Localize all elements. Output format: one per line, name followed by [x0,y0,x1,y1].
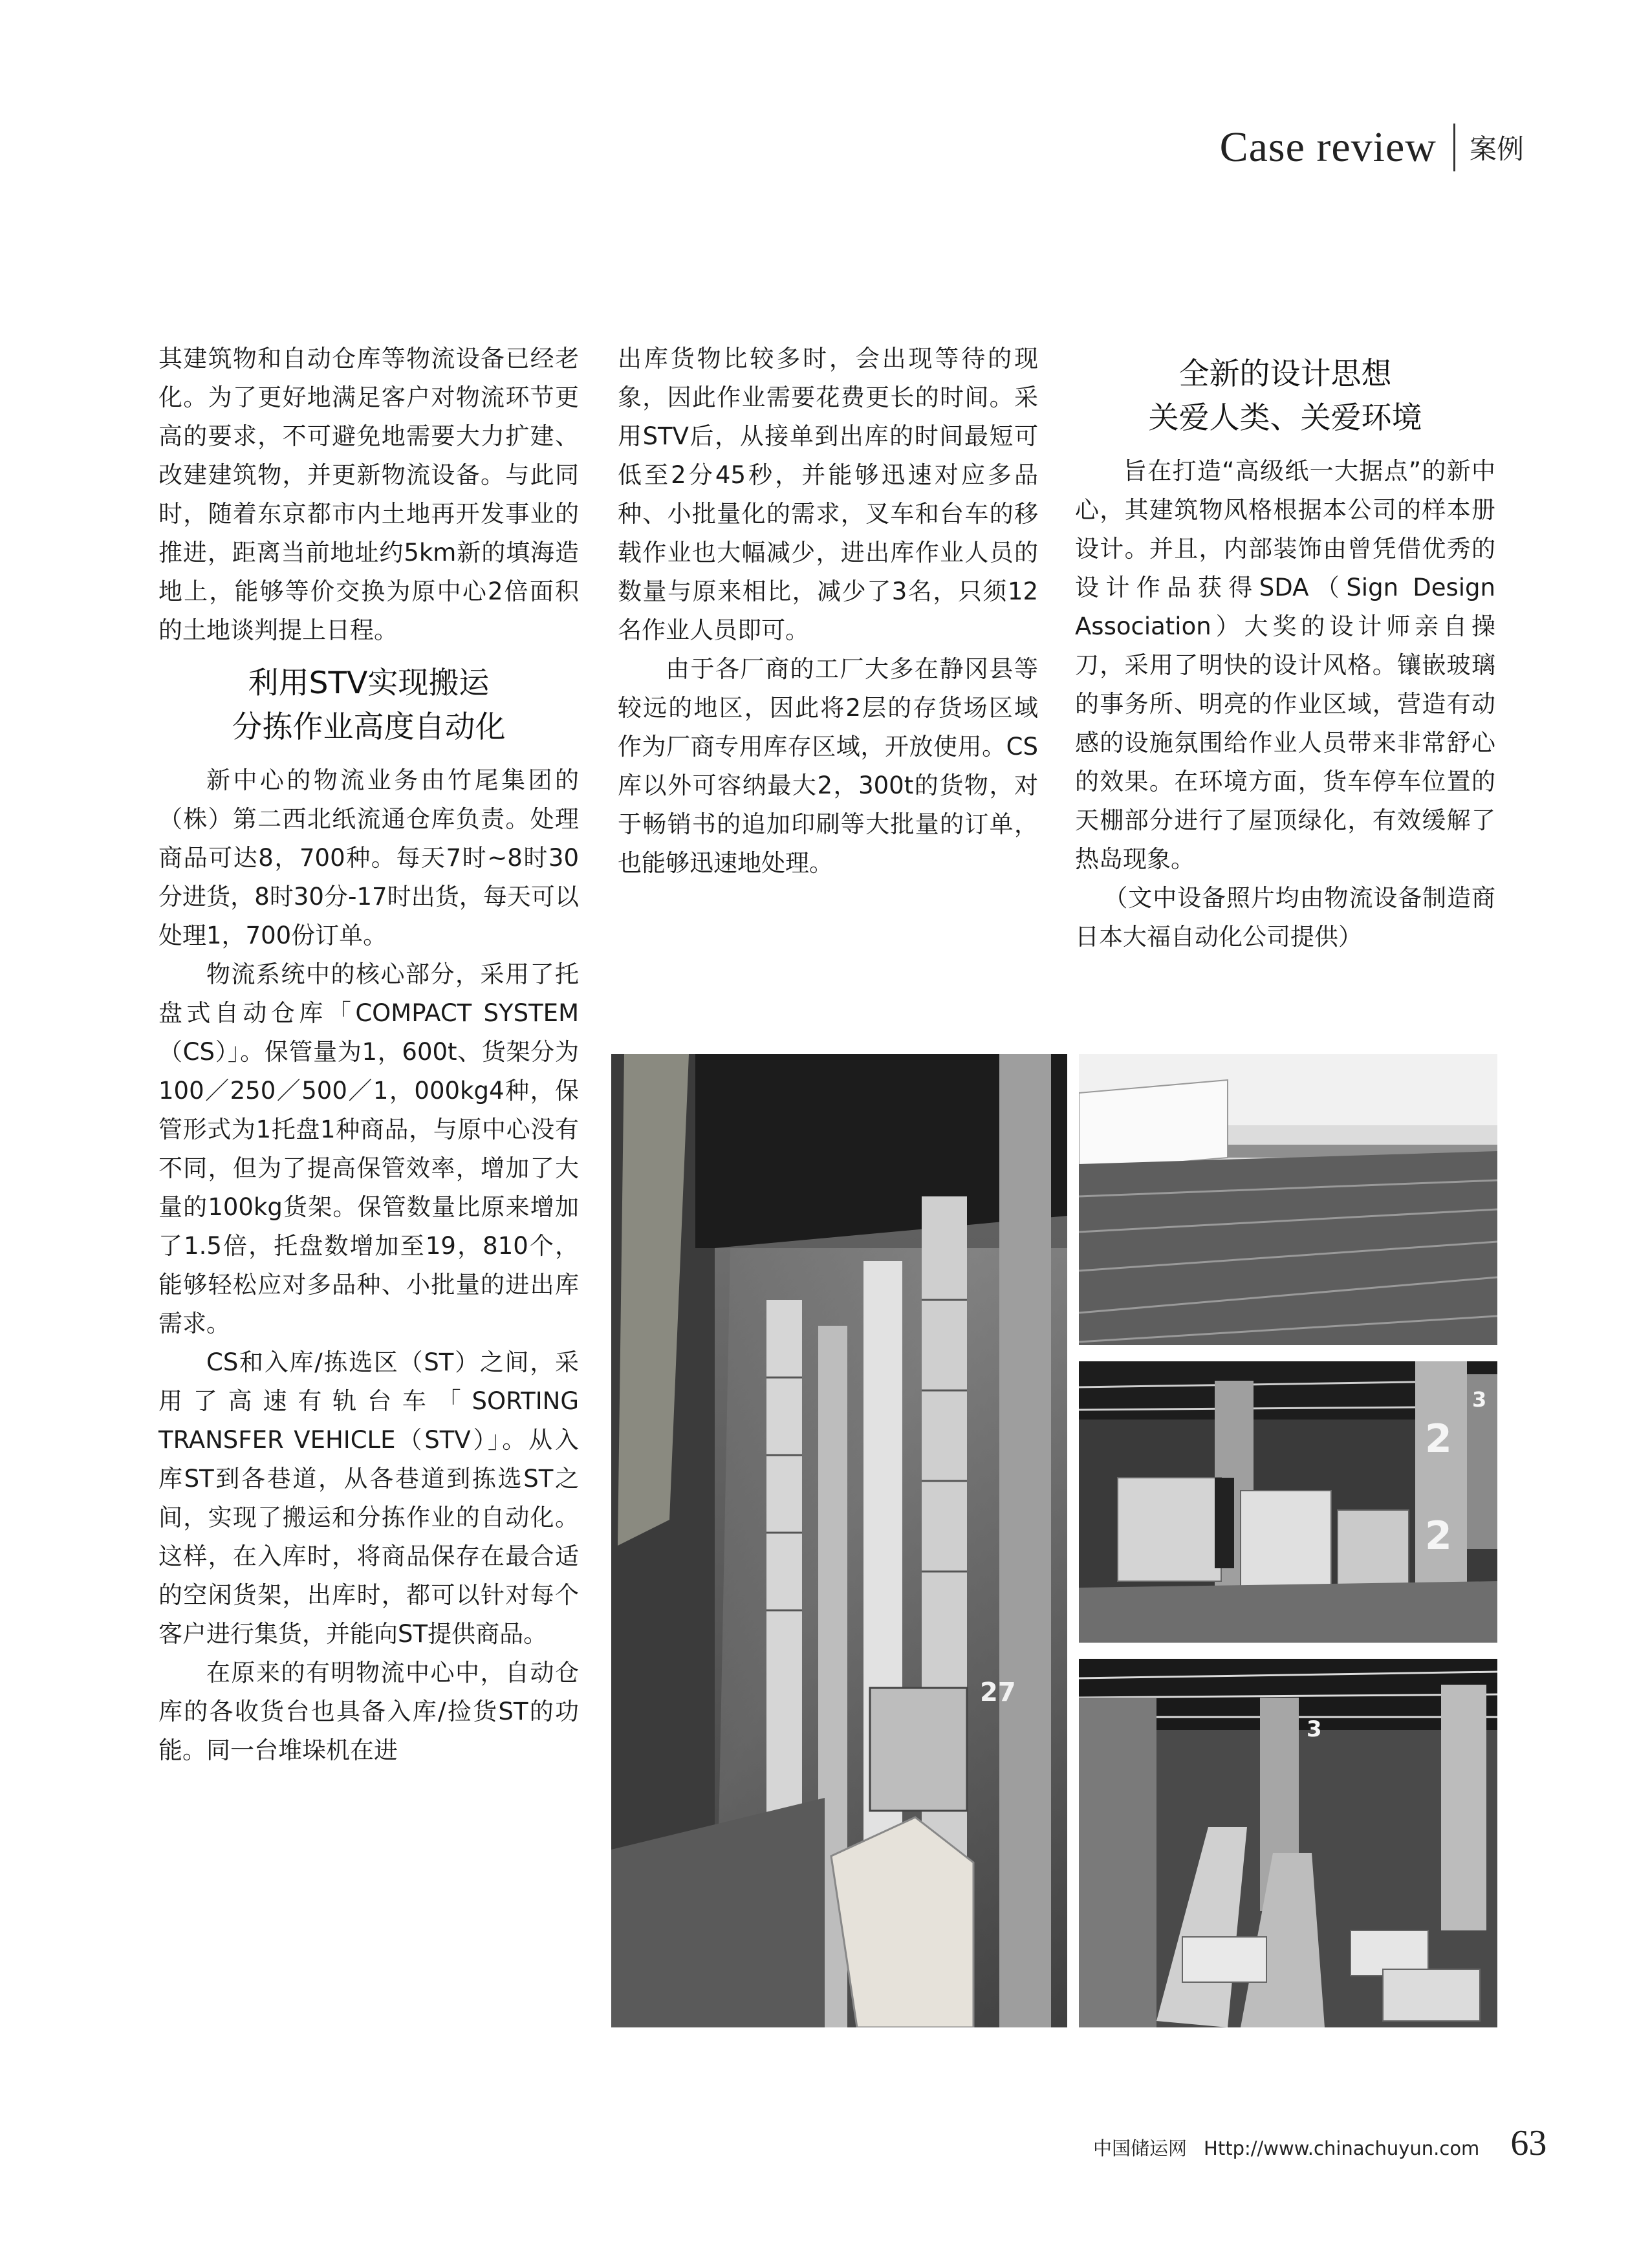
warehouse-image [611,1054,1067,2027]
zone-marker-label: 3 [1307,1716,1322,1742]
subheading-line: 利用STV实现搬运 [248,665,490,701]
photo-conveyor-area [1079,1659,1497,2027]
subheading-line: 关爱人类、关爱环境 [1148,400,1422,436]
photo-rooftop-greening [1079,1054,1497,1345]
aisle-number-label: 27 [980,1678,1016,1707]
photo-credit: （文中设备照片均由物流设备制造商日本大福自动化公司提供） [1075,884,1495,951]
subheading-design [1075,352,1495,440]
paragraph: 由于各厂商的工厂大多在静冈县等较远的地区，因此将2层的存货场区域作为厂商专用库存区域，开放使用。CS库以外可容纳最大2，300t的货物，对于畅销书的追加印刷等大批量的订单，也能够迅速地处理。 [618,655,1038,877]
photo-automated-warehouse [611,1054,1067,2027]
paragraph: 物流系统中的核心部分，采用了托盘式自动仓库「COMPACT SYSTEM（CS）」。保管量为1，600t、货架分为100／250／500／1，000kg4种，保管形式为1托盘1种商品，与原中心没有不同，但为了提高保管效率，增加了大量的100kg货架。保管数量比原来增加了1.5倍，托盘数增加至19，810个，能够轻松应对多品种、小批量的进出库需求。 [158,960,579,1337]
subheading-line: 分拣作业高度自动化 [232,709,506,745]
footer-site-name: 中国储运网 [1093,2137,1188,2159]
conveyor-image [1079,1659,1497,2027]
paragraph: 在原来的有明物流中心中，自动仓库的各收货台也具备入库/捡货ST的功能。同一台堆垛机在进 [158,1659,579,1764]
paragraph: 其建筑物和自动仓库等物流设备已经老化。为了更好地满足客户对物流环节更高的要求，不可避免地需要大力扩建、改建建筑物，并更新物流设备。与此同时，随着东京都市内土地再开发事业的推进，距离当前地址约5km新的填海造地上，能够等价交换为原中心2倍面积的土地谈判提上日程。 [158,345,579,644]
subheading-stv [158,662,579,750]
page-number: 63 [1510,2123,1547,2163]
rooftop-image [1079,1054,1497,1345]
zone-marker-label: 2 [1425,1513,1452,1559]
footer-url: Http://www.chinachuyun.com [1204,2137,1480,2159]
paragraph: 新中心的物流业务由竹尾集团的（株）第二西北纸流通仓库负责。处理商品可达8，700种。每天7时~8时30分进货，8时30分-17时出货，每天可以处理1，700份订单。 [158,766,579,949]
page-footer [1093,2122,1547,2164]
subheading-line: 全新的设计思想 [1178,356,1392,392]
article-column-3 [1075,340,1495,956]
photo-shelving-area [1079,1361,1497,1643]
paragraph: CS和入库/拣选区（ST）之间，采用了高速有轨台车「SORTING TRANSFER VEHICLE（STV）」。从入库ST到各巷道，从各巷道到拣选ST之间，实现了搬运和分拣作业的自动化。这样，在入库时，将商品保存在最合适的空闲货架，出库时，都可以针对每个客户进行集货，并能向ST提供商品。 [158,1348,579,1648]
article-column-2 [618,340,1038,883]
article-column-1 [158,340,579,1770]
paragraph: 旨在打造“高级纸一大据点”的新中心，其建筑物风格根据本公司的样本册设计。并且，内部装饰由曾凭借优秀的设计作品获得SDA（Sign Design Association）大奖的设计师亲自操刀，采用了明快的设计风格。镶嵌玻璃的事务所、明亮的作业区域，营造有动感的设施氛围给作业人员带来非常舒心的效果。在环境方面，货车停车位置的天棚部分进行了屋顶绿化，有效缓解了热岛现象。 [1075,457,1495,873]
section-header [1220,123,1524,172]
section-title-cn: 案例 [1469,133,1524,165]
zone-marker-label: 3 [1472,1387,1487,1412]
header-divider [1453,124,1455,171]
shelving-image [1079,1361,1497,1643]
section-title-en: Case review [1219,124,1437,171]
zone-marker-label: 2 [1425,1416,1452,1462]
paragraph: 出库货物比较多时，会出现等待的现象，因此作业需要花费更长的时间。采用STV后，从接单到出库的时间最短可低至2分45秒，并能够迅速对应多品种、小批量化的需求，叉车和台车的移载作业也大幅减少，进出库作业人员的数量与原来相比，减少了3名，只须12名作业人员即可。 [618,345,1038,644]
